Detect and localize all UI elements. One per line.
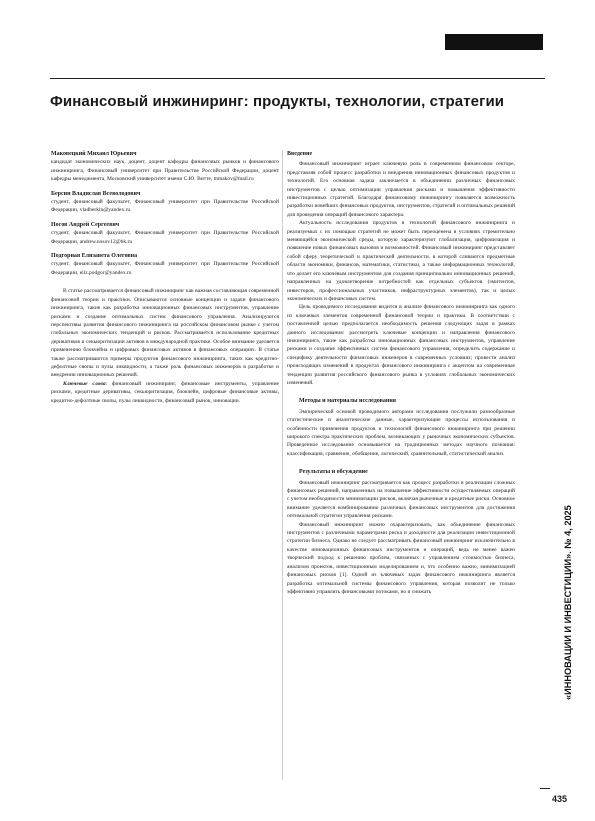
keywords-label: Ключевые слова <box>63 380 106 387</box>
intro-paragraph: Финансовый инжиниринг играет ключевую роль в современном финансовом секторе, представляя собой процесс разработки и внедрения инновационных финансовых продуктов и технологий. Его основная задача заключается в объединении различных финансовых инструментов с целью оптимизации управления рисками и повышения эффективности инвестиционных стратегий. Благодаря финансовому инжинирингу появляется возможность разработки новейших финансовых продуктов, инструментов, стратегий и оптимальных решений для проведения операций финансового характера. <box>287 161 515 218</box>
section-heading-results: Результаты и обсуждение <box>299 469 368 476</box>
author-affiliation: студент, финансовый факультет, Финансовый университет при Правительстве Российской Федерации, eliz.podgor@yandex.ru <box>51 261 279 276</box>
intro-paragraph: Цель проводимого исследования видится в анализе финансового инжиниринга как одного из ключевых элементов современной финансовой теории и практики. В соответствии с поставленной целью предполагается необходимость решения следующих задач в рамках данного исследования: рассмотреть ключевые концепции и направления финансового инжиниринга, такие как разработка инновационных финансовых инструментов, управление рисками и создание эффективных систем финансового управления; определить содержание и специфику деятельности финансовых инженеров в современных условиях; провести анализ происходящих изменений в продуктах финансового инжиниринга с акцентом на современные тенденции развития российского финансового рынка в условиях глобальных экономических изменений. <box>287 304 515 386</box>
author-affiliation: кандидат экономических наук, доцент, доцент кафедры финансовых рынков и финансового инжиниринга, Финансовый университет при Правительстве Российской Федерации, доцент кафедры менеджмента, Московский университет имени С.Ю. Витте, mmakov@mail.ru <box>51 159 279 183</box>
header-black-bar <box>445 34 543 50</box>
page-number: 435 <box>552 794 568 804</box>
author-block <box>51 221 279 246</box>
author-name: Берсин Владислав Всеволодович <box>51 190 141 197</box>
methods-paragraph: Эмпирической основой проводимого авторами исследования послужили разнообразные статистические и аналитические данные, характеризующие процессы использования и особенности применения продуктов и технологий финансового инжиниринга при решении широкого спектра практических проблем, возникающих у рыночных экономических субъектов. Проведенное исследование основывается на традиционных методах научного познания: классификация, сравнение, обобщение, логический, сравнительный, статистический анализ. <box>287 408 515 457</box>
author-block <box>51 190 279 215</box>
section-heading-methods: Методы и материалы исследования <box>299 398 397 405</box>
keywords <box>51 380 279 405</box>
author-block <box>51 150 279 184</box>
abstract <box>51 287 279 405</box>
author-name: Маковецкий Михаил Юрьевич <box>51 151 137 157</box>
author-affiliation: студент, финансовый факультет, Финансовый университет при Правительстве Российской Федерации, andrew.nosov12@bk.ru <box>51 230 279 245</box>
author-block <box>51 252 279 277</box>
abstract-text: В статье рассматривается финансовый инжиниринг как важная составляющая современной финансовой теории и практики. Описываются основные концепции и задачи финансового инжиниринга, такие как разработка инновационных финансовых инструментов, управление рисками и создание оптимальных систем финансового управления. Анализируются перспективы развития финансового инжиниринга на российском финансовом рынке с учетом глобальных экономических тенденций и рисков. Рассматривается использование кредитных деривативов и секьюритизации активов в международной практике. Особое внимание уделяется применению блокчейна и цифровых финансовых активов в финансовых операциях. В статье также рассматриваются примеры продуктов финансового инжиниринга, таких как кредитно-дефолтные свопы и пулы ликвидности, а также роль финансовых инженеров в разработке и внедрении инновационных решений. <box>51 288 279 379</box>
right-column <box>287 150 515 596</box>
author-affiliation: студент, финансовый факультет, Финансовый университет при Правительстве Российской Федерации, vladberkin@yandex.ru <box>51 199 279 214</box>
article-title: Финансовый инжиниринг: продукты, технологии, стратегии <box>50 93 505 110</box>
results-paragraph: Финансовый инжиниринг рассматривается как процесс разработки и реализации сложных финансовых решений, направленных на повышение эффективности осуществляемых операций с учетом необходимости минимизации рисков, включая рыночные и кредитные риски. Основное внимание уделяется комбинированию различных финансовых инструментов для достижения оптимальной стратегии управления рисками. <box>287 479 515 520</box>
left-column <box>51 150 279 405</box>
author-name: Носов Андрей Сергеевич <box>51 221 120 228</box>
keywords-text: : финансовый инжиниринг, финансовые инструменты, управление рисками, кредитные деривативы, секьюритизация, блокчейн, цифровые финансовые активы, кредитно-дефолтные свопы, пулы ликвидности, финансовый рынок, инновации. <box>51 380 279 404</box>
footer-rule <box>540 788 550 789</box>
column-divider <box>282 150 283 780</box>
section-heading-intro: Введение <box>287 151 313 157</box>
header-rule <box>50 78 545 79</box>
journal-side-label: «ИННОВАЦИИ И ИНВЕСТИЦИИ». № 4, 2025 <box>563 505 573 700</box>
intro-paragraph: Актуальность исследования продуктов и технологий финансового инжиниринга и реализуемых с их помощью стратегий не может быть переоценена в условиях стремительно меняющейся экономической среды, которую характеризуют глобализация, цифровизация и появление новых финансовых вызовов и возможностей. Финансовый инжиниринг представляет собой сферу теоретической и практической деятельности, в которой сливаются предметные области экономики, финансов, математики, статистики, а также информационных технологий, что делает его ключевым инструментом для создания принципиально инновационных решений, направленных на удовлетворение потребностей как отдельных субъектов (эмитентов, инвесторов, профессиональных участников, инфраструктурных элементов), так и целых экономических и финансовых систем. <box>287 220 515 302</box>
results-paragraph: Финансовый инжиниринг можно охарактеризовать, как объединение финансовых инструментов с различными параметрами риска и доходности для реализации инвестиционной стратегии бизнеса. Однако не следует рассматривать финансовый инжиниринг исключительно в качестве инновационных финансовых инструментов и операций, ведь не менее важен творческий подход к решению проблем, связанных с управлением стоимостью бизнеса, анализом проектов, инвестиционным моделированием и, что особенно важно, минимизацией финансовых рисков [1]. Одной из ключевых задач финансового инжиниринга является разработка оптимальной системы финансового управления, которая позволит не только эффективно управлять финансовыми потоками, но и снижать <box>287 521 515 595</box>
author-name: Подгорная Елизавета Олеговна <box>51 253 138 260</box>
